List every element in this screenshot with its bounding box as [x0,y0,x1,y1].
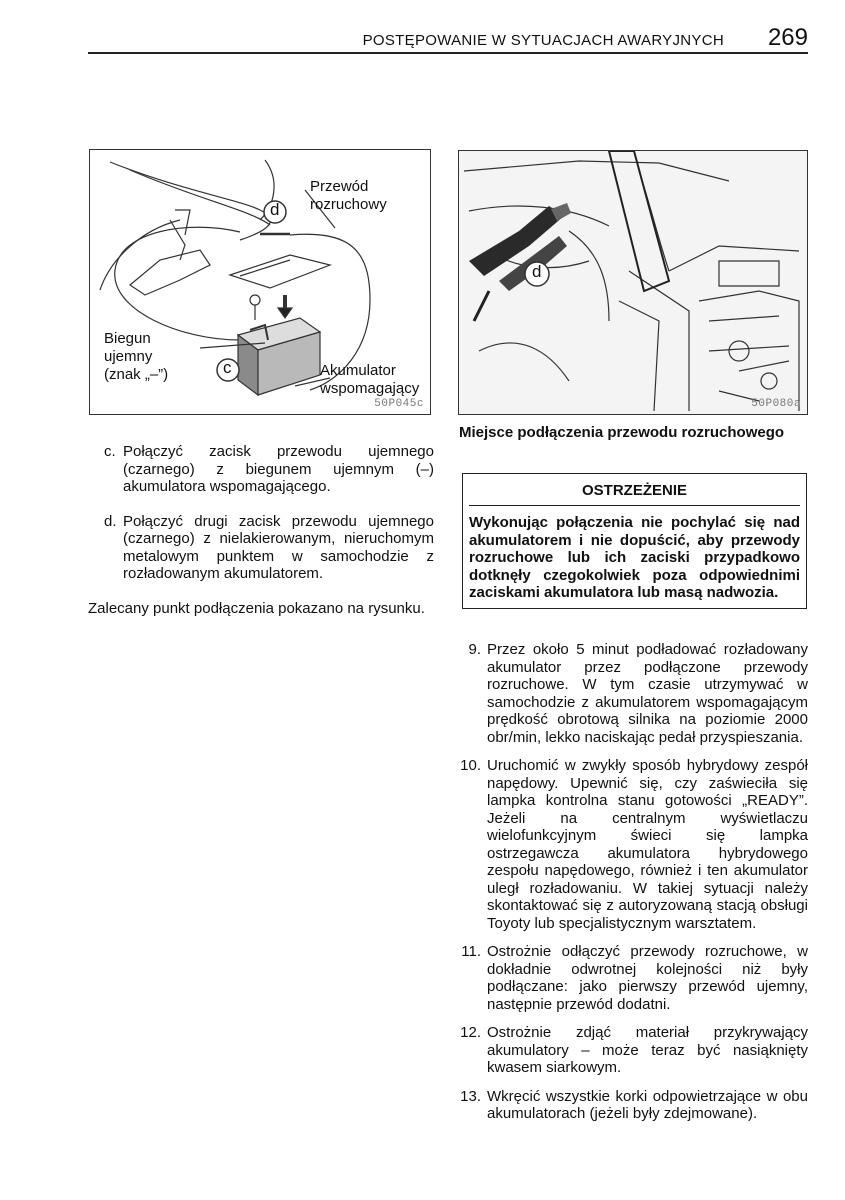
step-text: Wkręcić wszystkie korki odpowietrzające w obu akumulatorach (jeżeli były zdejmowane). [487,1087,808,1122]
step-text: Przez około 5 minut podładować rozładowany akumulator przez podłączone przewody rozruchowe. W tym czasie utrzymywać w samochodzie z akumulatorem wspomagającym prędkość obrotową silnika na poziomie 2000 obr/min, lekko naciskając pedał przyspieszania. [487,641,808,746]
list-item [458,641,808,746]
section-title: POSTĘPOWANIE W SYTUACJACH AWARYJNYCH [362,32,724,49]
step-text: Ostrożnie odłączyć przewody rozruchowe, w dokładnie odwrotnej kolejności niż były podłączane: jako pierwszy przewód ujemny, następnie przewód dodatni. [487,943,808,1013]
marker-d: d [270,200,280,219]
warning-title: OSTRZEŻENIE [469,474,800,506]
warning-box [462,473,807,609]
figure-code: 50P045c [374,398,424,410]
item-text: Połączyć zacisk przewodu ujemnego (czarnego) z biegunem ujemnym (–) akumulatora wspomagającego. [123,443,434,495]
label-negative-terminal: Biegun ujemny (znak „–”) [104,330,169,383]
engine-bay-illustration [459,151,808,415]
list-item [458,757,808,932]
item-marker: d. [104,512,117,530]
step-text: Uruchomić w zwykły sposób hybrydowy zespół napędowy. Upewnić się, czy zaświeciła się lampka kontrolna stanu gotowości „READY”. Jeżeli na centralnym wyświetlaczu wielofunkcyjnym świeci się lampka ostrzegawcza akumulatora hybrydowego zespołu napędowego, również i ten akumulator uległ rozładowaniu. W takiej sytuacji należy skontaktować się z autoryzowaną stacją obsługi Toyoty lub specjalistycznym warsztatem. [487,757,808,932]
step-text: Ostrożnie zdjąć materiał przykrywający akumulatory – może teraz być nasiąknięty kwasem siarkowym. [487,1024,808,1076]
figure-caption: Miejsce podłączenia przewodu rozruchowego [459,424,785,441]
label-jumper-cable: Przewód rozruchowy [310,178,387,213]
list-item [88,443,434,496]
step-number: 10. [460,757,481,774]
page-number: 269 [767,24,808,51]
step-number: 11. [461,943,481,960]
list-item [88,513,434,583]
item-marker: c. [104,443,116,460]
list-item [458,1088,808,1123]
left-column [88,443,434,617]
step-number: 9. [468,641,481,658]
header-rule [88,52,808,54]
figure-ground-point [458,150,808,415]
list-item [458,1024,808,1077]
page-header [88,24,808,54]
steps-list [458,641,808,1134]
figure-code: 50P080a [751,398,801,410]
note-paragraph: Zalecany punkt podłączenia pokazano na rysunku. [88,599,425,617]
marker-c: c [223,358,232,377]
item-text: Połączyć drugi zacisk przewodu ujemnego (czarnego) z nielakierowanym, nieruchomym metalowym punktem w samochodzie z rozładowanym akumulatorem. [123,512,434,582]
step-number: 12. [460,1024,481,1041]
step-number: 13. [460,1087,481,1105]
warning-text: Wykonując połączenia nie pochylać się nad akumulatorem i nie dopuścić, aby przewody rozruchowe lub ich zaciski przypadkowo dotknęły czegokolwiek poza odpowiednimi zaciskami akumulatora lub masą nadwozia. [469,514,800,601]
marker-d: d [532,262,542,281]
label-booster-battery: Akumulator wspomagający [320,362,420,397]
list-item [458,943,808,1013]
figure-battery-connection [89,149,431,415]
